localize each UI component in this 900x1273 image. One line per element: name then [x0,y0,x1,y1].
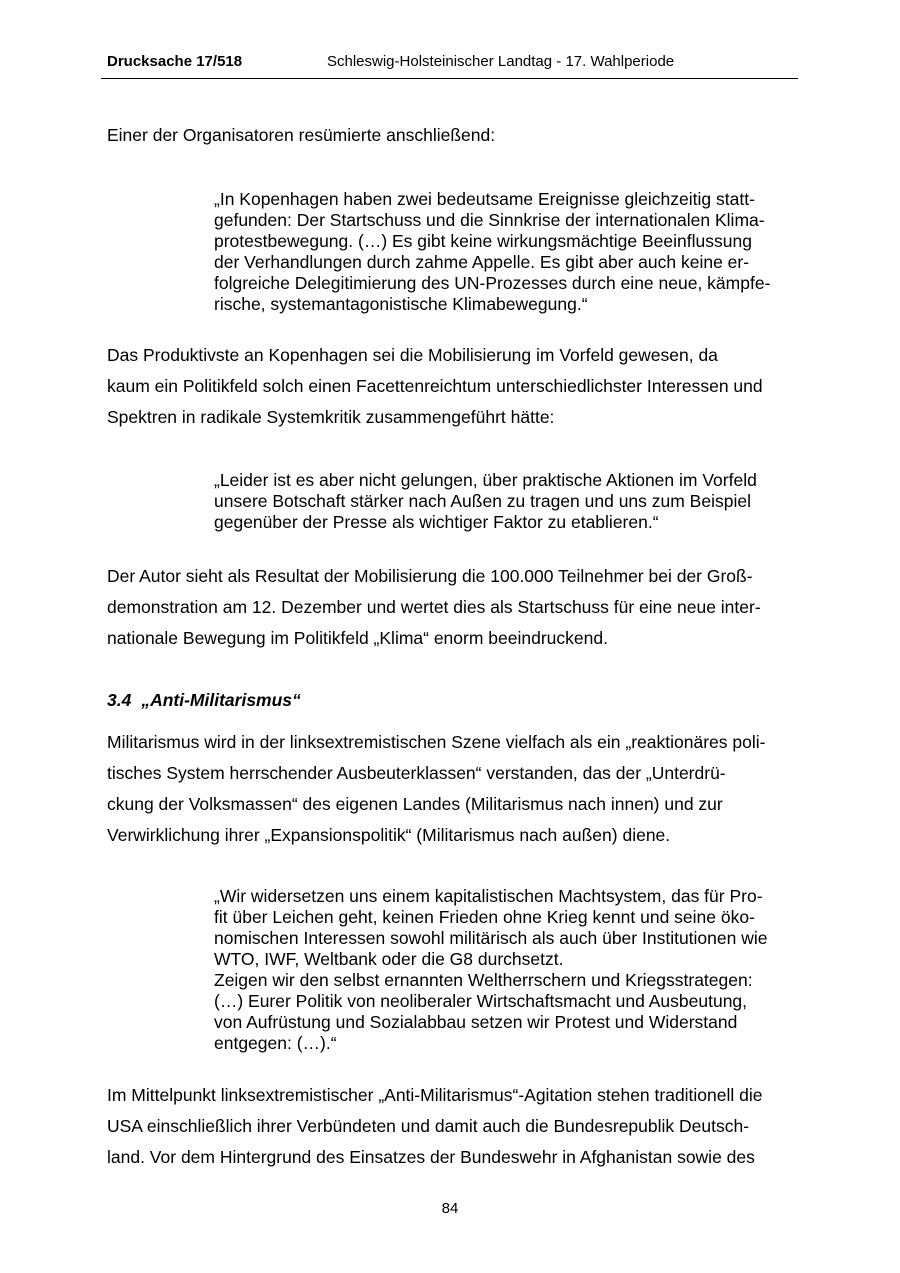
document-number: Drucksache 17/518 [107,53,243,70]
quote-line: gegenüber der Presse als wichtiger Faktor zu etablieren.“ [214,512,659,532]
text-line: ckung der Volksmassen“ des eigenen Landes (Militarismus nach innen) und zur [107,794,723,814]
text-line: Militarismus wird in der linksextremistischen Szene vielfach als ein „reaktionäres poli- [107,732,766,752]
quote-resistance [214,886,796,1054]
quote-actions [214,470,796,533]
quote-line: folgreiche Delegitimierung des UN-Prozesses durch eine neue, kämpfe- [214,273,771,293]
section-number: 3.4 [107,690,132,710]
text-line: Das Produktivste an Kopenhagen sei die Mobilisierung im Vorfeld gewesen, da [107,345,718,365]
text-line: demonstration am 12. Dezember und wertet dies als Startschuss für eine neue inter- [107,597,761,617]
text-line: Im Mittelpunkt linksextremistischer „Anti-Militarismus“-Agitation stehen traditionell die [107,1085,763,1105]
quote-line: der Verhandlungen durch zahme Appelle. Es gibt aber auch keine er- [214,252,750,272]
text-line: Einer der Organisatoren resümierte anschließend: [107,125,496,145]
quote-line: nomischen Interessen sowohl militärisch als auch über Institutionen wie [214,928,768,948]
text-line: kaum ein Politikfeld solch einen Facettenreichtum unterschiedlichster Interessen und [107,376,763,396]
text-line: USA einschließlich ihrer Verbündeten und damit auch die Bundesrepublik Deutsch- [107,1116,750,1136]
quote-line: entgegen: (…).“ [214,1033,337,1053]
quote-line: protestbewegung. (…) Es gibt keine wirkungsmächtige Beeinflussung [214,231,752,251]
text-line: land. Vor dem Hintergrund des Einsatzes der Bundeswehr in Afghanistan sowie des [107,1147,755,1167]
paragraph-intro [107,120,797,151]
quote-line: „Leider ist es aber nicht gelungen, über praktische Aktionen im Vorfeld [214,470,757,490]
text-line: Verwirklichung ihrer „Expansionspolitik“ (Militarismus nach außen) diene. [107,825,671,845]
text-line: Der Autor sieht als Resultat der Mobilisierung die 100.000 Teilnehmer bei der Groß- [107,566,753,586]
section-heading [107,690,301,711]
section-title: „Anti-Militarismus“ [141,690,301,710]
paragraph-agitation [107,1080,797,1173]
quote-line: fit über Leichen geht, keinen Frieden ohne Krieg kennt und seine öko- [214,907,755,927]
paragraph-militarism [107,727,797,851]
quote-line: „In Kopenhagen haben zwei bedeutsame Ereignisse gleichzeitig statt- [214,189,755,209]
quote-line: Zeigen wir den selbst ernannten Weltherrschern und Kriegsstrategen: [214,970,753,990]
quote-line: (…) Eurer Politik von neoliberaler Wirtschaftsmacht und Ausbeutung, [214,991,748,1011]
parliament-title: Schleswig-Holsteinischer Landtag - 17. Wahlperiode [327,53,675,70]
page-number: 84 [441,1200,459,1217]
text-line: tisches System herrschender Ausbeuterklassen“ verstanden, das der „Unterdrü- [107,763,726,783]
quote-line: von Aufrüstung und Sozialabbau setzen wir Protest und Widerstand [214,1012,738,1032]
text-line: Spektren in radikale Systemkritik zusammengeführt hätte: [107,407,555,427]
quote-line: rische, systemantagonistische Klimabewegung.“ [214,294,588,314]
quote-line: „Wir widersetzen uns einem kapitalistischen Machtsystem, das für Pro- [214,886,763,906]
paragraph-mobilisation [107,340,797,433]
paragraph-result [107,561,797,654]
text-line: nationale Bewegung im Politikfeld „Klima“ enorm beeindruckend. [107,628,608,648]
quote-line: unsere Botschaft stärker nach Außen zu tragen und uns zum Beispiel [214,491,751,511]
page-header [101,52,798,79]
quote-line: WTO, IWF, Weltbank oder die G8 durchsetzt. [214,949,564,969]
quote-copenhagen [214,189,796,315]
quote-line: gefunden: Der Startschuss und die Sinnkrise der internationalen Klima- [214,210,765,230]
